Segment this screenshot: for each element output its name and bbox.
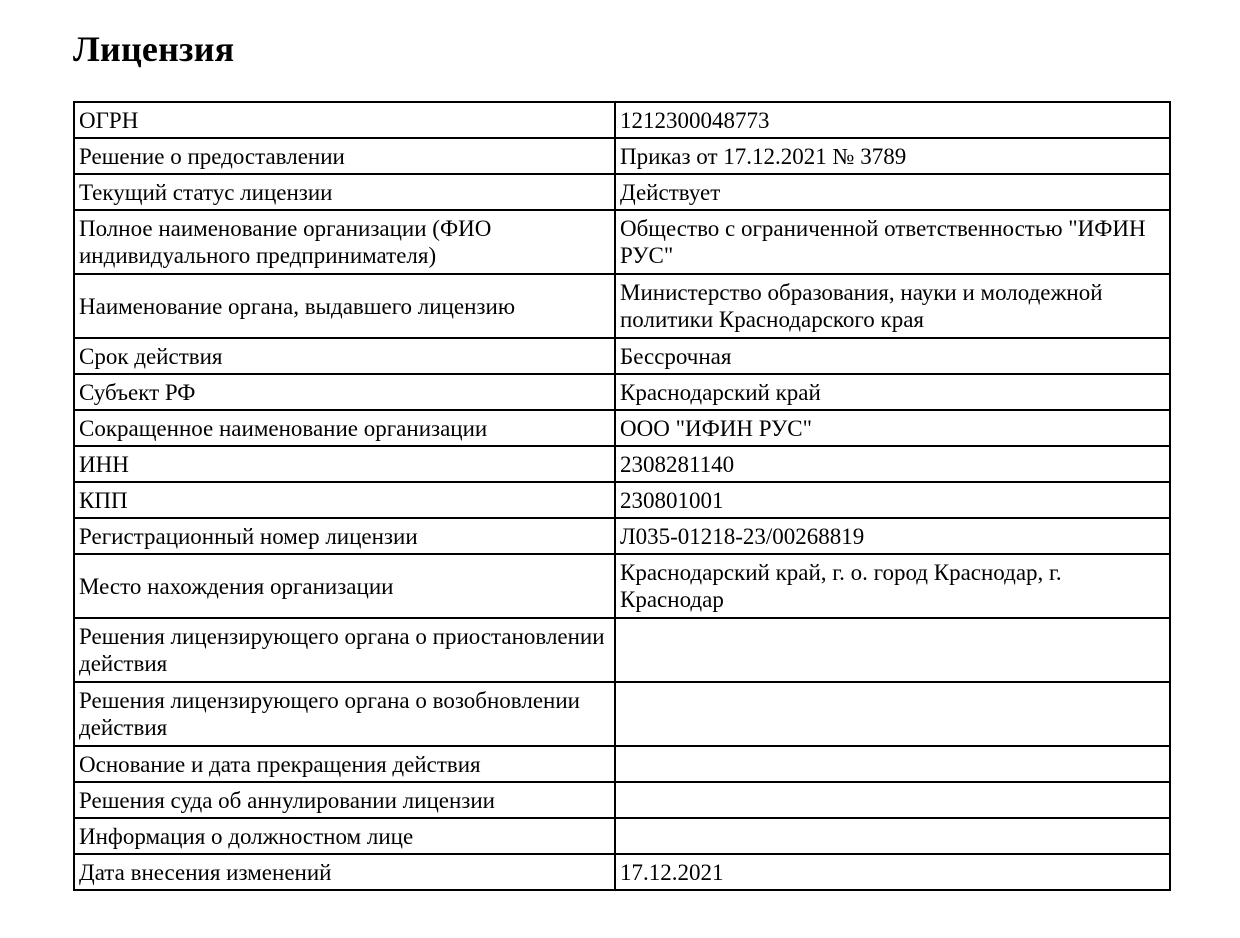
row-label: Текущий статус лицензии [74, 174, 615, 210]
table-row-change-date [74, 854, 1170, 890]
table-row-decision [74, 138, 1170, 174]
row-value: Краснодарский край [615, 374, 1170, 410]
row-label: Срок действия [74, 338, 615, 374]
row-label: Дата внесения изменений [74, 854, 615, 890]
table-row-reg-number [74, 518, 1170, 554]
row-value: Общество с ограниченной ответственностью "ИФИН РУС" [615, 210, 1170, 274]
table-row-suspension [74, 618, 1170, 682]
row-label: Решение о предоставлении [74, 138, 615, 174]
table-row-validity [74, 338, 1170, 374]
row-value [615, 782, 1170, 818]
row-label: Решения лицензирующего органа о возобновлении действия [74, 682, 615, 746]
row-value [615, 746, 1170, 782]
row-label: Регистрационный номер лицензии [74, 518, 615, 554]
table-row-status [74, 174, 1170, 210]
table-row-inn [74, 446, 1170, 482]
row-label: Основание и дата прекращения действия [74, 746, 615, 782]
row-value: ООО "ИФИН РУС" [615, 410, 1170, 446]
table-row-termination [74, 746, 1170, 782]
table-row-ogrn [74, 102, 1170, 138]
row-label: Информация о должностном лице [74, 818, 615, 854]
table-row-court-annulment [74, 782, 1170, 818]
row-value [615, 682, 1170, 746]
row-label: КПП [74, 482, 615, 518]
row-label: Место нахождения организации [74, 554, 615, 618]
table-row-issuing-authority [74, 274, 1170, 338]
table-row-short-name [74, 410, 1170, 446]
row-label: Наименование органа, выдавшего лицензию [74, 274, 615, 338]
row-value: Л035-01218-23/00268819 [615, 518, 1170, 554]
row-label: Решения суда об аннулировании лицензии [74, 782, 615, 818]
row-value [615, 618, 1170, 682]
row-value [615, 818, 1170, 854]
row-label: Полное наименование организации (ФИО индивидуального предпринимателя) [74, 210, 615, 274]
row-label: ИНН [74, 446, 615, 482]
table-row-region [74, 374, 1170, 410]
row-value: 1212300048773 [615, 102, 1170, 138]
row-value: 2308281140 [615, 446, 1170, 482]
row-label: Субъект РФ [74, 374, 615, 410]
row-label: ОГРН [74, 102, 615, 138]
row-value: Бессрочная [615, 338, 1170, 374]
table-row-kpp [74, 482, 1170, 518]
row-label: Сокращенное наименование организации [74, 410, 615, 446]
row-value: 17.12.2021 [615, 854, 1170, 890]
table-row-location [74, 554, 1170, 618]
page-title: Лицензия [73, 29, 235, 69]
license-table [73, 101, 1171, 891]
row-value: Приказ от 17.12.2021 № 3789 [615, 138, 1170, 174]
table-row-official-info [74, 818, 1170, 854]
row-value: Действует [615, 174, 1170, 210]
row-value: 230801001 [615, 482, 1170, 518]
row-label: Решения лицензирующего органа о приостановлении действия [74, 618, 615, 682]
table-row-resumption [74, 682, 1170, 746]
row-value: Краснодарский край, г. о. город Краснодар, г. Краснодар [615, 554, 1170, 618]
row-value: Министерство образования, науки и молодежной политики Краснодарского края [615, 274, 1170, 338]
table-row-full-name [74, 210, 1170, 274]
